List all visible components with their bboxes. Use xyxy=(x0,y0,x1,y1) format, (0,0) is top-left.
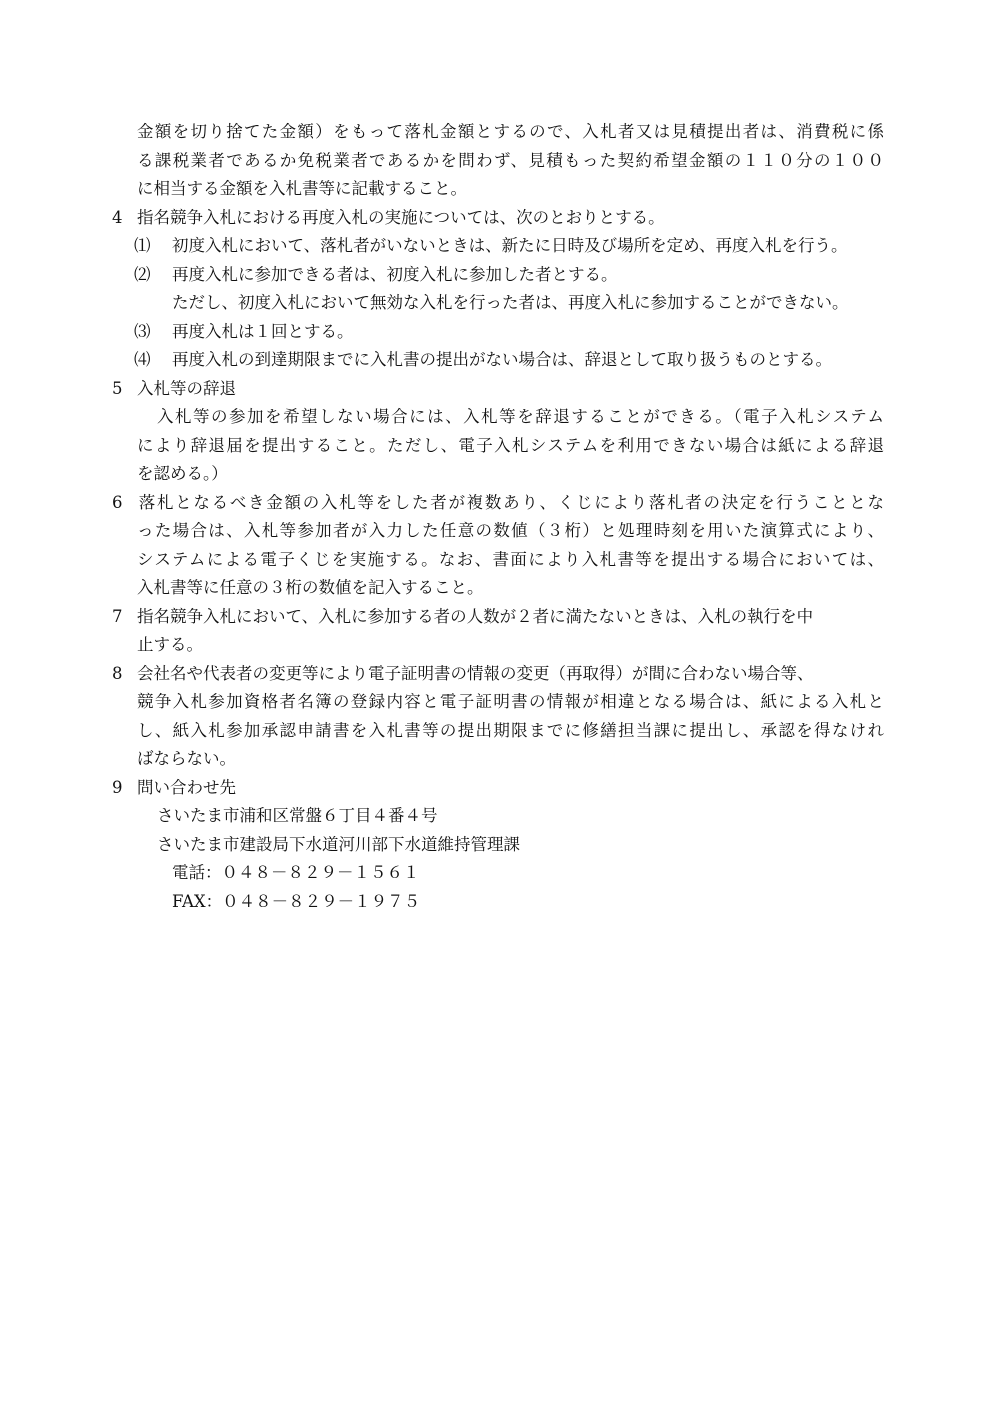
section-5-heading-text: 入札等の辞退 xyxy=(137,378,236,398)
section-4-item-1-marker: ⑴ xyxy=(134,236,151,255)
section-5-line-2: により辞退届を提出すること。ただし、電子入札システムを利用できない場合は紙による辞退 xyxy=(137,435,884,455)
section-6-line-4: 入札書等に任意の３桁の数値を記入すること。 xyxy=(137,578,484,597)
section-9-number: 9 xyxy=(112,777,123,797)
section-4-item-3 xyxy=(112,318,884,347)
continuation-line-2: る課税業者であるか免税業者であるかを問わず、見積もった契約希望金額の１１０分の１００ xyxy=(137,150,884,170)
section-5-heading xyxy=(112,375,884,404)
section-5-number: 5 xyxy=(112,378,123,398)
section-7-line-1 xyxy=(112,603,884,632)
section-6-number: 6 xyxy=(112,492,123,512)
section-9-heading-text: 問い合わせ先 xyxy=(137,777,236,797)
contact-fax: FAX：０４８－８２９－１９７５ xyxy=(172,891,421,911)
contact-department: さいたま市建設局下水道河川部下水道維持管理課 xyxy=(157,834,520,854)
continuation-line-1: 金額を切り捨てた金額）をもって落札金額とするので、入札者又は見積提出者は、消費税に係 xyxy=(137,122,884,141)
section-4-item-2-note: ただし、初度入札において無効な入札を行った者は、再度入札に参加することができない。 xyxy=(172,293,849,312)
contact-address: さいたま市浦和区常盤６丁目４番４号 xyxy=(157,806,438,825)
section-4-item-2-marker: ⑵ xyxy=(134,264,151,284)
section-6-line-3: システムによる電子くじを実施する。なお、書面により入札書等を提出する場合においては、 xyxy=(137,549,884,569)
section-4-heading-text: 指名競争入札における再度入札の実施については、次のとおりとする。 xyxy=(137,207,665,227)
section-4-item-1-text: 初度入札において、落札者がいないときは、新たに日時及び場所を定め、再度入札を行う。 xyxy=(172,236,848,255)
document-body xyxy=(112,118,884,916)
section-6-line-1 xyxy=(112,489,884,518)
section-4-item-4-marker: ⑷ xyxy=(134,350,151,369)
section-4-number: 4 xyxy=(112,207,123,227)
section-4-item-4 xyxy=(112,346,884,375)
section-4-item-3-text: 再度入札は１回とする。 xyxy=(172,321,354,341)
section-6-line-2: った場合は、入札等参加者が入力した任意の数値（３桁）と処理時刻を用いた演算式により、 xyxy=(137,521,884,540)
section-8-line-4: ばならない。 xyxy=(137,749,236,768)
section-8-line-3: し、紙入札参加承認申請書を入札書等の提出期限までに修繕担当課に提出し、承認を得なけれ xyxy=(137,720,884,740)
section-7-number: 7 xyxy=(112,606,123,626)
section-8-number: 8 xyxy=(112,663,123,683)
section-9-heading xyxy=(112,774,884,803)
section-4-item-2 xyxy=(112,261,884,290)
section-4-item-1 xyxy=(112,232,884,261)
section-6-line-1-text: 落札となるべき金額の入札等をした者が複数あり、くじにより落札者の決定を行うこととな xyxy=(137,492,884,512)
section-7-line-1-text: 指名競争入札において、入札に参加する者の人数が２者に満たないときは、入札の執行を中 xyxy=(137,606,814,626)
section-8-line-2: 競争入札参加資格者名簿の登録内容と電子証明書の情報が相違となる場合は、紙による入札と xyxy=(137,692,884,711)
section-8-line-1 xyxy=(112,660,884,689)
continuation-line-3: に相当する金額を入札書等に記載すること。 xyxy=(137,179,467,198)
section-5-line-3: を認める。） xyxy=(137,464,228,483)
section-7-line-2: 止する。 xyxy=(137,635,203,654)
section-4-item-4-text: 再度入札の到達期限までに入札書の提出がない場合は、辞退として取り扱うものとする。 xyxy=(172,350,832,369)
section-8-line-1-text: 会社名や代表者の変更等により電子証明書の情報の変更（再取得）が間に合わない場合等、 xyxy=(137,663,814,683)
section-5-line-1: 入札等の参加を希望しない場合には、入札等を辞退することができる。（電子入札システム xyxy=(157,407,884,426)
section-4-heading xyxy=(112,204,884,233)
section-4-item-3-marker: ⑶ xyxy=(134,321,151,341)
section-4-item-2-text: 再度入札に参加できる者は、初度入札に参加した者とする。 xyxy=(172,264,618,284)
contact-phone: 電話：０４８－８２９－１５６１ xyxy=(172,863,420,882)
